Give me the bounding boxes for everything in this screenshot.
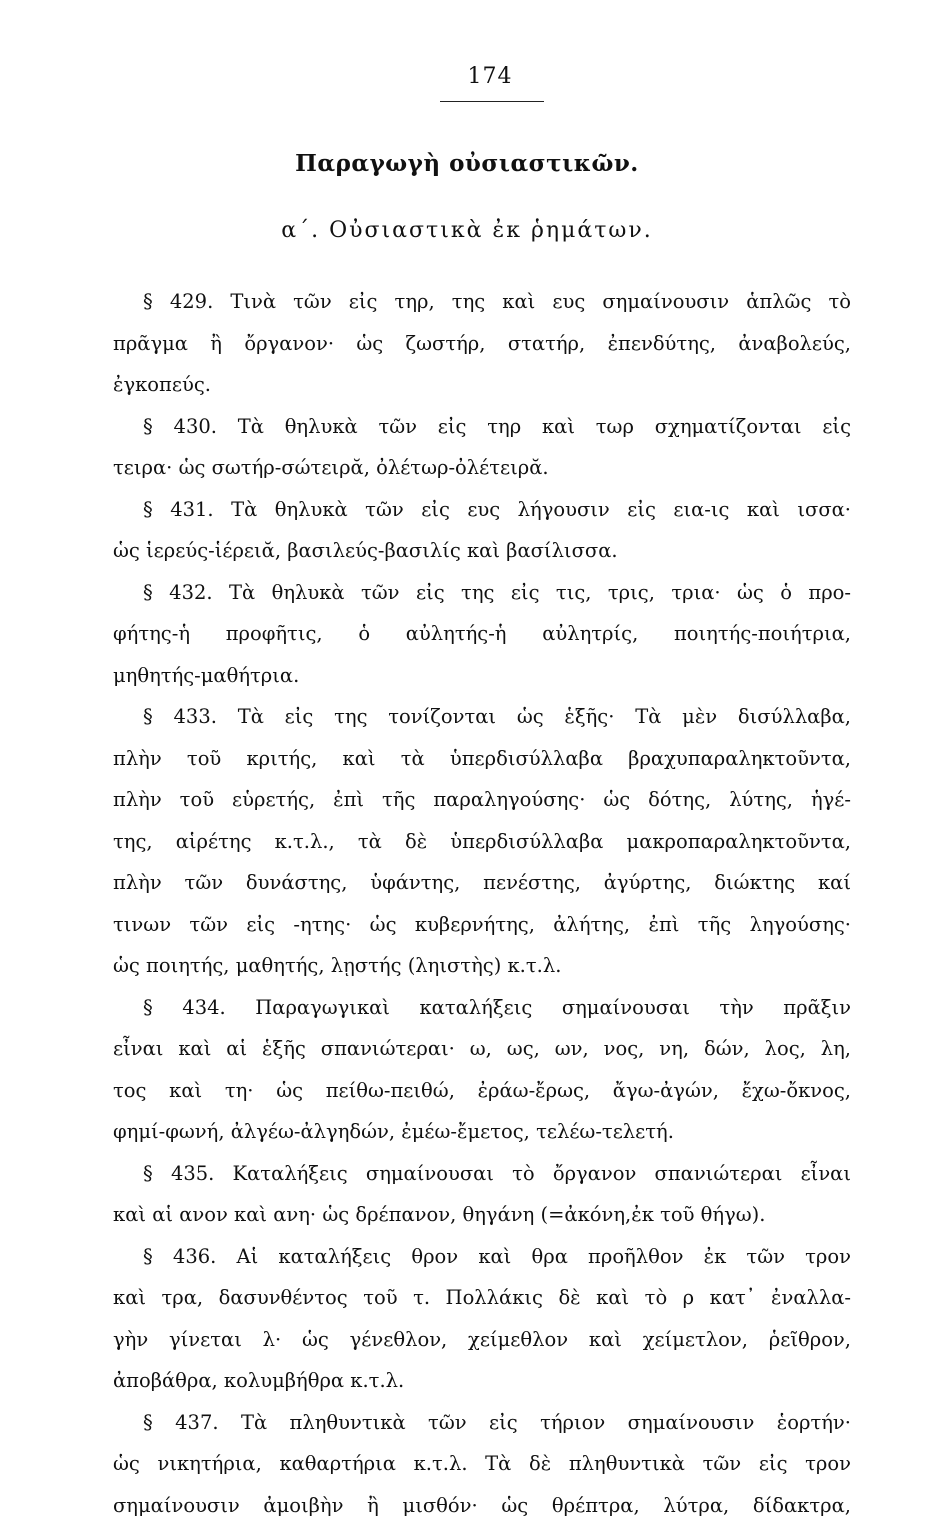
text-line: § 432. Τὰ θηλυκὰ τῶν εἰς της εἰς τις, τρις, τρια· ὡς ὁ προ- [113, 576, 851, 618]
text-line: ὡς ἱερεύς-ἱέρειᾰ, βασιλεύς-βασιλίς καὶ βασίλισσα. [113, 534, 851, 576]
text-line: § 435. Καταλήξεις σημαίνουσαι τὸ ὄργανον σπανιώτεραι εἶναι [113, 1157, 851, 1199]
text-line: ἀποβάθρα, κολυμβήθρα κ.τ.λ. [113, 1364, 851, 1406]
text-line: τειρα· ὡς σωτήρ-σώτειρᾰ, ὀλέτωρ-ὀλέτειρᾰ. [113, 451, 851, 493]
text-line: § 434. Παραγωγικαὶ καταλήξεις σημαίνουσαι τὴν πρᾶξιν [113, 991, 851, 1033]
text-line: φήτης-ἡ προφῆτις, ὁ αὐλητής-ἡ αὐλητρίς, ποιητής-ποιήτρια, [113, 617, 851, 659]
text-line: § 433. Τὰ εἰς της τονίζονται ὡς ἑξῆς· Τὰ μὲν δισύλλαβα, [113, 700, 851, 742]
text-body [113, 285, 851, 1530]
text-line: γὴν γίνεται λ· ὡς γένεθλον, χείμεθλον καὶ χείμετλον, ῥεῖθρον, [113, 1323, 851, 1365]
section-subtitle: α΄. Οὐσιαστικὰ ἐκ ῥημάτων. [0, 218, 934, 243]
page-number: 174 [440, 64, 540, 89]
text-line: πλὴν τοῦ κριτής, καὶ τὰ ὑπερδισύλλαβα βραχυπαραληκτοῦντα, [113, 742, 851, 784]
text-line: πρᾶγμα ἢ ὄργανον· ὡς ζωστήρ, στατήρ, ἐπενδύτης, ἀναβολεύς, [113, 327, 851, 369]
text-line: μηθητής-μαθήτρια. [113, 659, 851, 701]
text-line: φημί-φωνή, ἀλγέω-ἀλγηδών, ἐμέω-ἔμετος, τελέω-τελετή. [113, 1115, 851, 1157]
text-line: σημαίνουσιν ἀμοιβὴν ἢ μισθόν· ὡς θρέπτρα, λύτρα, δίδακτρα, [113, 1489, 851, 1530]
text-line: § 436. Αἱ καταλήξεις θρον καὶ θρα προῆλθον ἐκ τῶν τρον [113, 1240, 851, 1282]
text-line: § 430. Τὰ θηλυκὰ τῶν εἰς τηρ καὶ τωρ σχηματίζονται εἰς [113, 410, 851, 452]
text-line: ὡς ποιητής, μαθητής, λῃστής (ληιστὴς) κ.τ.λ. [113, 949, 851, 991]
text-line: τινων τῶν εἰς -ητης· ὡς κυβερνήτης, ἀλήτης, ἐπὶ τῆς ληγούσης· [113, 908, 851, 950]
text-line: τος καὶ τη· ὡς πείθω-πειθώ, ἐράω-ἔρως, ἄγω-ἀγών, ἔχω-ὄκνος, [113, 1074, 851, 1116]
text-line: καὶ αἱ ανον καὶ ανη· ὡς δρέπανον, θηγάνη (=ἀκόνη,ἐκ τοῦ θήγω). [113, 1198, 851, 1240]
text-line: § 431. Τὰ θηλυκὰ τῶν εἰς ευς λήγουσιν εἰς εια-ις καὶ ισσα· [113, 493, 851, 535]
text-line: πλὴν τοῦ εὑρετής, ἐπὶ τῆς παραληγούσης· ὡς δότης, λύτης, ἡγέ- [113, 783, 851, 825]
text-line: ὡς νικητήρια, καθαρτήρια κ.τ.λ. Τὰ δὲ πληθυντικὰ τῶν εἰς τρον [113, 1447, 851, 1489]
text-line: της, αἱρέτης κ.τ.λ., τὰ δὲ ὑπερδισύλλαβα μακροπαραληκτοῦντα, [113, 825, 851, 867]
text-line: ἐγκοπεύς. [113, 368, 851, 410]
text-line: § 437. Τὰ πληθυντικὰ τῶν εἰς τήριον σημαίνουσιν ἑορτήν· [113, 1406, 851, 1448]
section-title: Παραγωγὴ οὐσιαστικῶν. [0, 150, 934, 177]
text-line: πλὴν τῶν δυνάστης, ὑφάντης, πενέστης, ἀγύρτης, διώκτης καί [113, 866, 851, 908]
text-line: § 429. Τινὰ τῶν εἰς τηρ, της καὶ ευς σημαίνουσιν ἁπλῶς τὸ [113, 285, 851, 327]
text-line: καὶ τρα, δασυνθέντος τοῦ τ. Πολλάκις δὲ καὶ τὸ ρ κατ᾿ ἐναλλα- [113, 1281, 851, 1323]
text-line: εἶναι καὶ αἱ ἑξῆς σπανιώτεραι· ω, ως, ων, νος, νη, δών, λος, λη, [113, 1032, 851, 1074]
header-rule [440, 101, 544, 102]
